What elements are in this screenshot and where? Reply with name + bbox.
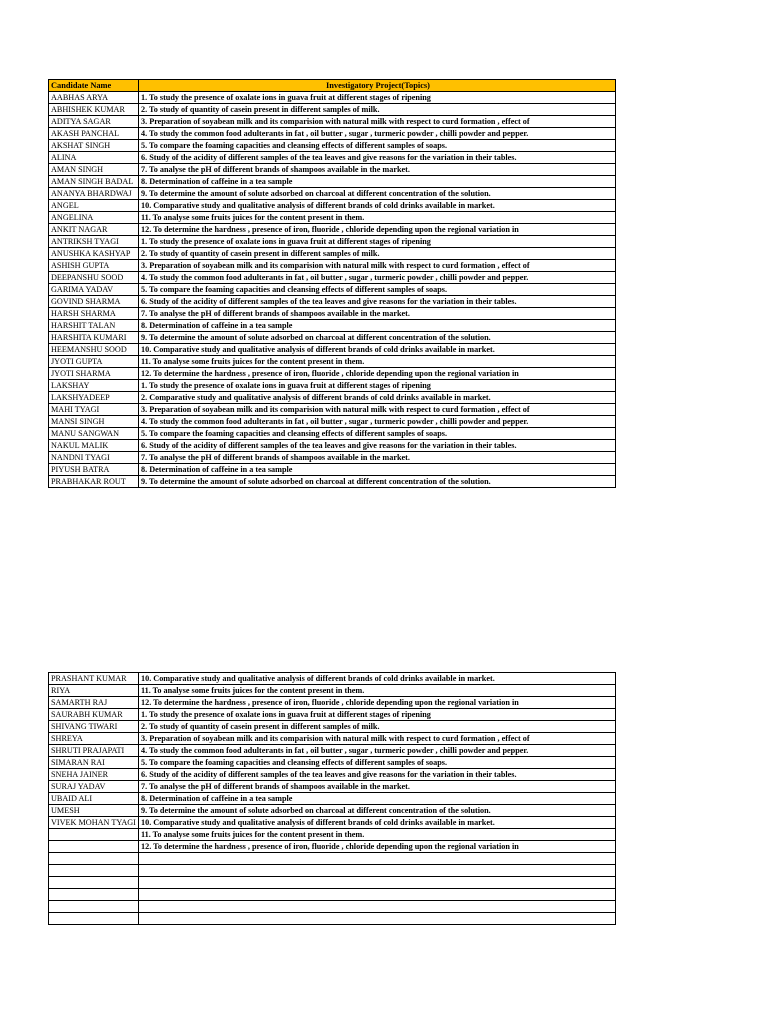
table-row bbox=[49, 805, 616, 817]
table-row bbox=[49, 877, 616, 889]
project-topic-cell[interactable]: 5. To compare the foaming capacities and cleansing effects of different samples of soaps. bbox=[139, 284, 616, 296]
project-topic-cell[interactable]: 9. To determine the amount of solute adsorbed on charcoal at different concentration of the solution. bbox=[139, 188, 616, 200]
table-row bbox=[49, 721, 616, 733]
project-topic-cell[interactable] bbox=[139, 913, 616, 925]
candidate-name-cell[interactable]: ANANYA BHARDWAJ bbox=[49, 188, 139, 200]
header-candidate-name[interactable]: Candidate Name bbox=[49, 80, 139, 92]
candidate-name-cell[interactable]: LAKSHYADEEP bbox=[49, 392, 139, 404]
project-topic-cell[interactable]: 4. To study the common food adulterants in fat , oil butter , sugar , turmeric powder , chilli powder and pepper. bbox=[139, 745, 616, 757]
table-row bbox=[49, 176, 616, 188]
project-topic-cell[interactable]: 3. Preparation of soyabean milk and its comparision with natural milk with respect to curd formation , effect of bbox=[139, 404, 616, 416]
table-row bbox=[49, 404, 616, 416]
candidate-name-cell[interactable] bbox=[49, 901, 139, 913]
table-row bbox=[49, 889, 616, 901]
table-row bbox=[49, 260, 616, 272]
candidate-name-cell[interactable]: JYOTI GUPTA bbox=[49, 356, 139, 368]
table-row bbox=[49, 152, 616, 164]
table-row bbox=[49, 817, 616, 829]
candidate-name-cell[interactable]: PRABHAKAR ROUT bbox=[49, 476, 139, 488]
project-topic-cell[interactable]: 9. To determine the amount of solute adsorbed on charcoal at different concentration of the solution. bbox=[139, 332, 616, 344]
project-topic-cell[interactable]: 2. Comparative study and qualitative analysis of different brands of cold drinks available in market. bbox=[139, 392, 616, 404]
project-topic-cell[interactable]: 7. To analyse the pH of different brands of shampoos available in the market. bbox=[139, 308, 616, 320]
table-row bbox=[49, 332, 616, 344]
project-topic-cell[interactable]: 4. To study the common food adulterants in fat , oil butter , sugar , turmeric powder , chilli powder and pepper. bbox=[139, 272, 616, 284]
project-topic-cell[interactable]: 10. Comparative study and qualitative analysis of different brands of cold drinks available in market. bbox=[139, 673, 616, 685]
table-row bbox=[49, 829, 616, 841]
candidate-name-cell[interactable]: VIVEK MOHAN TYAGI bbox=[49, 817, 139, 829]
header-row bbox=[49, 80, 616, 92]
table-row bbox=[49, 745, 616, 757]
candidate-name-cell[interactable] bbox=[49, 853, 139, 865]
table-row bbox=[49, 769, 616, 781]
candidate-name-cell[interactable]: AMAN SINGH bbox=[49, 164, 139, 176]
table-row bbox=[49, 901, 616, 913]
candidate-name-cell[interactable]: SHRUTI PRAJAPATI bbox=[49, 745, 139, 757]
candidate-name-cell[interactable]: SHREYA bbox=[49, 733, 139, 745]
table-row bbox=[49, 356, 616, 368]
candidate-name-cell[interactable]: MAHI TYAGI bbox=[49, 404, 139, 416]
candidate-name-cell[interactable]: SAMARTH RAJ bbox=[49, 697, 139, 709]
table-row bbox=[49, 164, 616, 176]
project-topic-cell[interactable] bbox=[139, 889, 616, 901]
project-topic-cell[interactable]: 9. To determine the amount of solute adsorbed on charcoal at different concentration of the solution. bbox=[139, 476, 616, 488]
candidate-name-cell[interactable]: SIMARAN RAI bbox=[49, 757, 139, 769]
table-row bbox=[49, 685, 616, 697]
candidate-name-cell[interactable]: AABHAS ARYA bbox=[49, 92, 139, 104]
project-topic-cell[interactable]: 10. Comparative study and qualitative analysis of different brands of cold drinks available in market. bbox=[139, 817, 616, 829]
candidate-name-cell[interactable]: ALINA bbox=[49, 152, 139, 164]
candidate-name-cell[interactable]: NAKUL MALIK bbox=[49, 440, 139, 452]
candidate-name-cell[interactable]: SAURABH KUMAR bbox=[49, 709, 139, 721]
project-topic-cell[interactable]: 10. Comparative study and qualitative analysis of different brands of cold drinks available in market. bbox=[139, 200, 616, 212]
table-row bbox=[49, 188, 616, 200]
candidate-name-cell[interactable]: UBAID ALI bbox=[49, 793, 139, 805]
candidate-name-cell[interactable]: JYOTI SHARMA bbox=[49, 368, 139, 380]
candidate-name-cell[interactable]: AMAN SINGH BADAL bbox=[49, 176, 139, 188]
candidate-name-cell[interactable]: RIYA bbox=[49, 685, 139, 697]
table-row bbox=[49, 128, 616, 140]
project-topic-cell[interactable]: 5. To compare the foaming capacities and cleansing effects of different samples of soaps. bbox=[139, 428, 616, 440]
project-topic-cell[interactable]: 8. Determination of caffeine in a tea sample bbox=[139, 176, 616, 188]
candidate-name-cell[interactable]: ANUSHKA KASHYAP bbox=[49, 248, 139, 260]
table-row bbox=[49, 841, 616, 853]
candidate-name-cell[interactable]: ASHISH GUPTA bbox=[49, 260, 139, 272]
table-row bbox=[49, 709, 616, 721]
table-row bbox=[49, 200, 616, 212]
project-topic-cell[interactable]: 8. Determination of caffeine in a tea sample bbox=[139, 320, 616, 332]
table-row bbox=[49, 296, 616, 308]
table-row bbox=[49, 781, 616, 793]
header-project-topics[interactable]: Investigatory Project(Topics) bbox=[139, 80, 616, 92]
project-topic-cell[interactable]: 11. To analyse some fruits juices for the content present in them. bbox=[139, 829, 616, 841]
project-table-bottom bbox=[48, 672, 616, 925]
project-topic-cell[interactable]: 12. To determine the hardness , presence of iron, fluoride , chloride depending upon the regional variation in bbox=[139, 841, 616, 853]
project-topic-cell[interactable]: 11. To analyse some fruits juices for the content present in them. bbox=[139, 356, 616, 368]
project-topic-cell[interactable] bbox=[139, 877, 616, 889]
candidate-name-cell[interactable]: PRASHANT KUMAR bbox=[49, 673, 139, 685]
project-topic-cell[interactable] bbox=[139, 865, 616, 877]
candidate-name-cell[interactable]: DEEPANSHU SOOD bbox=[49, 272, 139, 284]
table-row bbox=[49, 104, 616, 116]
candidate-name-cell[interactable]: AKASH PANCHAL bbox=[49, 128, 139, 140]
project-topic-cell[interactable]: 3. Preparation of soyabean milk and its comparision with natural milk with respect to curd formation , effect of bbox=[139, 116, 616, 128]
table-row bbox=[49, 853, 616, 865]
table-row bbox=[49, 440, 616, 452]
project-topic-cell[interactable]: 1. To study the presence of oxalate ions in guava fruit at different stages of ripening bbox=[139, 709, 616, 721]
table-row bbox=[49, 865, 616, 877]
project-topic-cell[interactable]: 7. To analyse the pH of different brands of shampoos available in the market. bbox=[139, 164, 616, 176]
project-topic-cell[interactable]: 5. To compare the foaming capacities and cleansing effects of different samples of soaps. bbox=[139, 140, 616, 152]
candidate-name-cell[interactable]: HARSH SHARMA bbox=[49, 308, 139, 320]
project-topic-cell[interactable]: 2. To study of quantity of casein present in different samples of milk. bbox=[139, 104, 616, 116]
table-row bbox=[49, 248, 616, 260]
project-topic-cell[interactable]: 1. To study the presence of oxalate ions in guava fruit at different stages of ripening bbox=[139, 236, 616, 248]
table-row bbox=[49, 757, 616, 769]
project-table-top bbox=[48, 79, 616, 488]
project-topic-cell[interactable]: 12. To determine the hardness , presence of iron, fluoride , chloride depending upon the regional variation in bbox=[139, 697, 616, 709]
candidate-name-cell[interactable]: UMESH bbox=[49, 805, 139, 817]
project-topic-cell[interactable]: 9. To determine the amount of solute adsorbed on charcoal at different concentration of the solution. bbox=[139, 805, 616, 817]
candidate-name-cell[interactable]: NANDNI TYAGI bbox=[49, 452, 139, 464]
candidate-name-cell[interactable]: AKSHAT SINGH bbox=[49, 140, 139, 152]
candidate-name-cell[interactable]: ANGEL bbox=[49, 200, 139, 212]
project-topic-cell[interactable]: 10. Comparative study and qualitative analysis of different brands of cold drinks available in market. bbox=[139, 344, 616, 356]
candidate-name-cell[interactable]: SURAJ YADAV bbox=[49, 781, 139, 793]
table-row bbox=[49, 793, 616, 805]
project-topic-cell[interactable]: 12. To determine the hardness , presence of iron, fluoride , chloride depending upon the regional variation in bbox=[139, 368, 616, 380]
project-topic-cell[interactable]: 7. To analyse the pH of different brands of shampoos available in the market. bbox=[139, 452, 616, 464]
candidate-name-cell[interactable] bbox=[49, 841, 139, 853]
table-row bbox=[49, 368, 616, 380]
project-topic-cell[interactable]: 1. To study the presence of oxalate ions in guava fruit at different stages of ripening bbox=[139, 92, 616, 104]
project-topic-cell[interactable] bbox=[139, 853, 616, 865]
table-row bbox=[49, 320, 616, 332]
project-topic-cell[interactable]: 3. Preparation of soyabean milk and its comparision with natural milk with respect to curd formation , effect of bbox=[139, 260, 616, 272]
project-topic-cell[interactable]: 7. To analyse the pH of different brands of shampoos available in the market. bbox=[139, 781, 616, 793]
table-row bbox=[49, 392, 616, 404]
table-row bbox=[49, 733, 616, 745]
project-table-top-body bbox=[49, 80, 616, 488]
table-row bbox=[49, 212, 616, 224]
table-row bbox=[49, 697, 616, 709]
table-row bbox=[49, 272, 616, 284]
project-table-bottom-body bbox=[49, 673, 616, 925]
candidate-name-cell[interactable]: ANTRIKSH TYAGI bbox=[49, 236, 139, 248]
project-topic-cell[interactable]: 6. Study of the acidity of different samples of the tea leaves and give reasons for the variation in their tables. bbox=[139, 440, 616, 452]
candidate-name-cell[interactable] bbox=[49, 889, 139, 901]
project-topic-cell[interactable]: 2. To study of quantity of casein present in different samples of milk. bbox=[139, 721, 616, 733]
candidate-name-cell[interactable]: HARSHIT TALAN bbox=[49, 320, 139, 332]
candidate-name-cell[interactable]: PIYUSH BATRA bbox=[49, 464, 139, 476]
project-topic-cell[interactable]: 3. Preparation of soyabean milk and its comparision with natural milk with respect to curd formation , effect of bbox=[139, 733, 616, 745]
project-topic-cell[interactable]: 5. To compare the foaming capacities and cleansing effects of different samples of soaps. bbox=[139, 757, 616, 769]
table-row bbox=[49, 344, 616, 356]
project-topic-cell[interactable]: 6. Study of the acidity of different samples of the tea leaves and give reasons for the variation in their tables. bbox=[139, 296, 616, 308]
table-row bbox=[49, 224, 616, 236]
candidate-name-cell[interactable] bbox=[49, 913, 139, 925]
candidate-name-cell[interactable]: MANSI SINGH bbox=[49, 416, 139, 428]
candidate-name-cell[interactable] bbox=[49, 865, 139, 877]
candidate-name-cell[interactable]: SNEHA JAINER bbox=[49, 769, 139, 781]
project-topic-cell[interactable]: 12. To determine the hardness , presence of iron, fluoride , chloride depending upon the regional variation in bbox=[139, 224, 616, 236]
candidate-name-cell[interactable]: GOVIND SHARMA bbox=[49, 296, 139, 308]
candidate-name-cell[interactable]: ADITYA SAGAR bbox=[49, 116, 139, 128]
table-row bbox=[49, 236, 616, 248]
candidate-name-cell[interactable]: SHIVANG TIWARI bbox=[49, 721, 139, 733]
project-topic-cell[interactable]: 8. Determination of caffeine in a tea sample bbox=[139, 793, 616, 805]
project-topic-cell[interactable]: 11. To analyse some fruits juices for the content present in them. bbox=[139, 685, 616, 697]
candidate-name-cell[interactable]: ANKIT NAGAR bbox=[49, 224, 139, 236]
table-row bbox=[49, 464, 616, 476]
table-row bbox=[49, 380, 616, 392]
project-topic-cell[interactable]: 6. Study of the acidity of different samples of the tea leaves and give reasons for the variation in their tables. bbox=[139, 769, 616, 781]
candidate-name-cell[interactable]: HEEMANSHU SOOD bbox=[49, 344, 139, 356]
candidate-name-cell[interactable] bbox=[49, 829, 139, 841]
table-row bbox=[49, 140, 616, 152]
project-topic-cell[interactable] bbox=[139, 901, 616, 913]
candidate-name-cell[interactable]: LAKSHAY bbox=[49, 380, 139, 392]
table-row bbox=[49, 673, 616, 685]
table-row bbox=[49, 476, 616, 488]
candidate-name-cell[interactable]: ANGELINA bbox=[49, 212, 139, 224]
candidate-name-cell[interactable]: GARIMA YADAV bbox=[49, 284, 139, 296]
candidate-name-cell[interactable]: HARSHITA KUMARI bbox=[49, 332, 139, 344]
project-topic-cell[interactable]: 1. To study the presence of oxalate ions in guava fruit at different stages of ripening bbox=[139, 380, 616, 392]
project-topic-cell[interactable]: 4. To study the common food adulterants in fat , oil butter , sugar , turmeric powder , chilli powder and pepper. bbox=[139, 416, 616, 428]
project-topic-cell[interactable]: 2. To study of quantity of casein present in different samples of milk. bbox=[139, 248, 616, 260]
table-row bbox=[49, 428, 616, 440]
candidate-name-cell[interactable]: ABHISHEK KUMAR bbox=[49, 104, 139, 116]
table-row bbox=[49, 308, 616, 320]
table-row bbox=[49, 416, 616, 428]
project-topic-cell[interactable]: 4. To study the common food adulterants in fat , oil butter , sugar , turmeric powder , chilli powder and pepper. bbox=[139, 128, 616, 140]
project-topic-cell[interactable]: 11. To analyse some fruits juices for the content present in them. bbox=[139, 212, 616, 224]
candidate-name-cell[interactable] bbox=[49, 877, 139, 889]
project-topic-cell[interactable]: 8. Determination of caffeine in a tea sample bbox=[139, 464, 616, 476]
table-row bbox=[49, 284, 616, 296]
table-row bbox=[49, 913, 616, 925]
candidate-name-cell[interactable]: MANU SANGWAN bbox=[49, 428, 139, 440]
table-row bbox=[49, 116, 616, 128]
project-topic-cell[interactable]: 6. Study of the acidity of different samples of the tea leaves and give reasons for the variation in their tables. bbox=[139, 152, 616, 164]
table-row bbox=[49, 452, 616, 464]
table-row bbox=[49, 92, 616, 104]
